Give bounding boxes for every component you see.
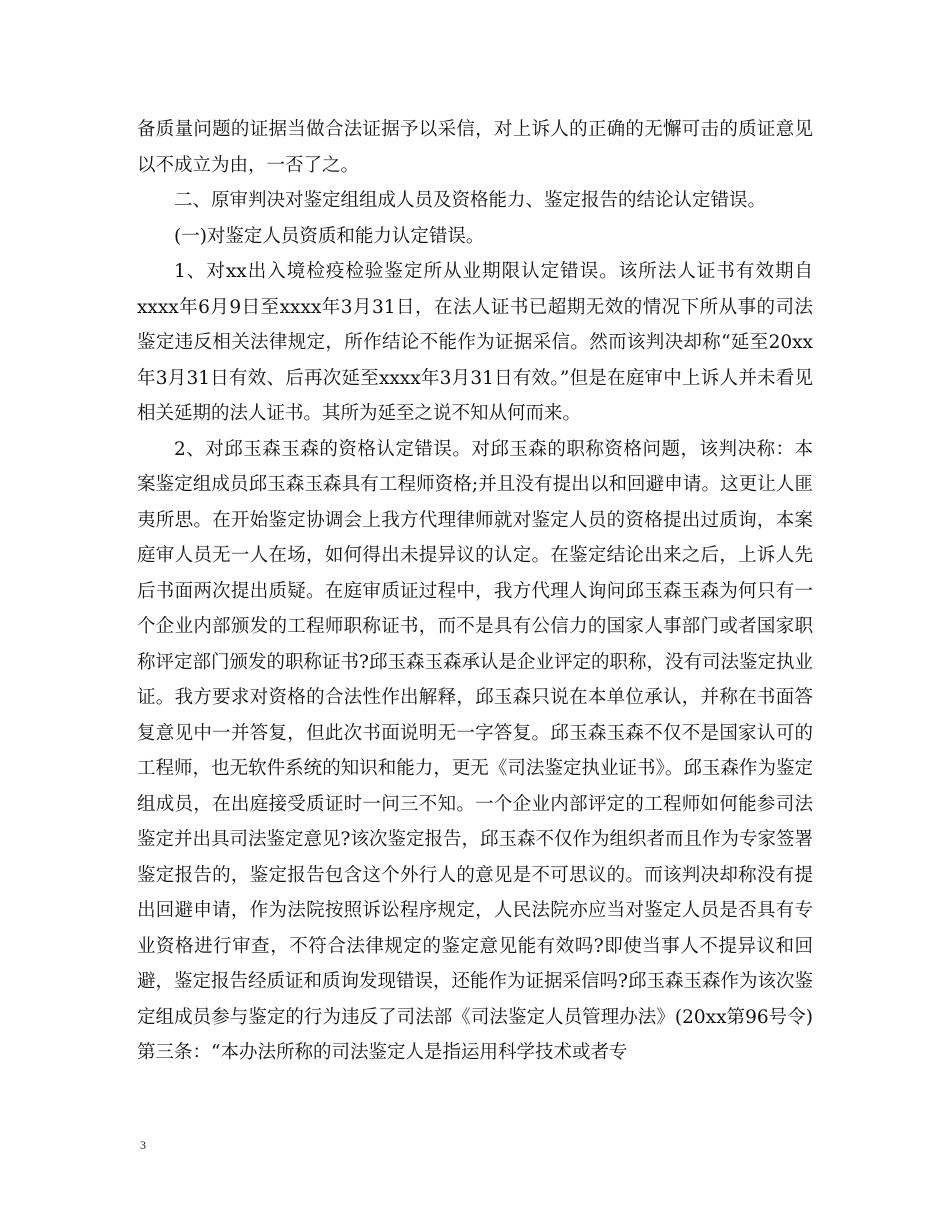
paragraph-section-heading-2: 二、原审判决对鉴定组组成人员及资格能力、鉴定报告的结论认定错误。 [174,190,767,211]
paragraph-continuation: 备质量问题的证据当做合法证据予以采信，对上诉人的正确的无懈可击的质证意见以不成立为由，一否了之。 [137,119,813,176]
page-number: 3 [140,1138,146,1152]
paragraph-subheading-1: (一)对鉴定人员资质和能力认定错误。 [174,225,485,247]
body-text [137,112,813,1071]
paragraph-item-1: 1、对xx出入境检疫检验鉴定所从业期限认定错误。该所法人证书有效期自xxxx年6月9日至xxxx年3月31日，在法人证书已超期无效的情况下所从事的司法鉴定违反相关法律规定，所作结论不能作为证据采信。然而该判决却称“延至20xx年3月31日有效、后再次延至xxxx年3月31日有效。”但是在庭审中上诉人并未看见相关延期的法人证书。其所为延至之说不知从何而来。 [137,261,813,424]
paragraph-item-2: 2、对邱玉森玉森的资格认定错误。对邱玉森的职称资格问题，该判决称：本案鉴定组成员邱玉森玉森具有工程师资格;并且没有提出以和回避申请。这更让人匪夷所思。在开始鉴定协调会上我方代理律师就对鉴定人员的资格提出过质询，本案庭审人员无一人在场，如何得出未提异议的认定。在鉴定结论出来之后，上诉人先后书面两次提出质疑。在庭审质证过程中，我方代理人询问邱玉森玉森为何只有一个企业内部颁发的工程师职称证书，而不是具有公信力的国家人事部门或者国家职称评定部门颁发的职称证书?邱玉森玉森承认是企业评定的职称，没有司法鉴定执业证。我方要求对资格的合法性作出解释，邱玉森只说在本单位承认，并称在书面答复意见中一并答复，但此次书面说明无一字答复。邱玉森玉森不仅不是国家认可的工程师，也无软件系统的知识和能力，更无《司法鉴定执业证书》。邱玉森作为鉴定组成员，在出庭接受质证时一问三不知。一个企业内部评定的工程师如何能参司法鉴定并出具司法鉴定意见?该次鉴定报告，邱玉森不仅作为组织者而且作为专家签署鉴定报告的，鉴定报告包含这个外行人的意见是不可思议的。而该判决却称没有提出回避申请，作为法院按照诉讼程序规定，人民法院亦应当对鉴定人员是否具有专业资格进行审查，不符合法律规定的鉴定意见能有效吗?即使当事人不提异议和回避，鉴定报告经质证和质询发现错误，还能作为证据采信吗?邱玉森玉森作为该次鉴定组成员参与鉴定的行为违反了司法部《司法鉴定人员管理办法》(20xx第96号令)第三条：“本办法所称的司法鉴定人是指运用科学技术或者专 [137,438,813,1063]
